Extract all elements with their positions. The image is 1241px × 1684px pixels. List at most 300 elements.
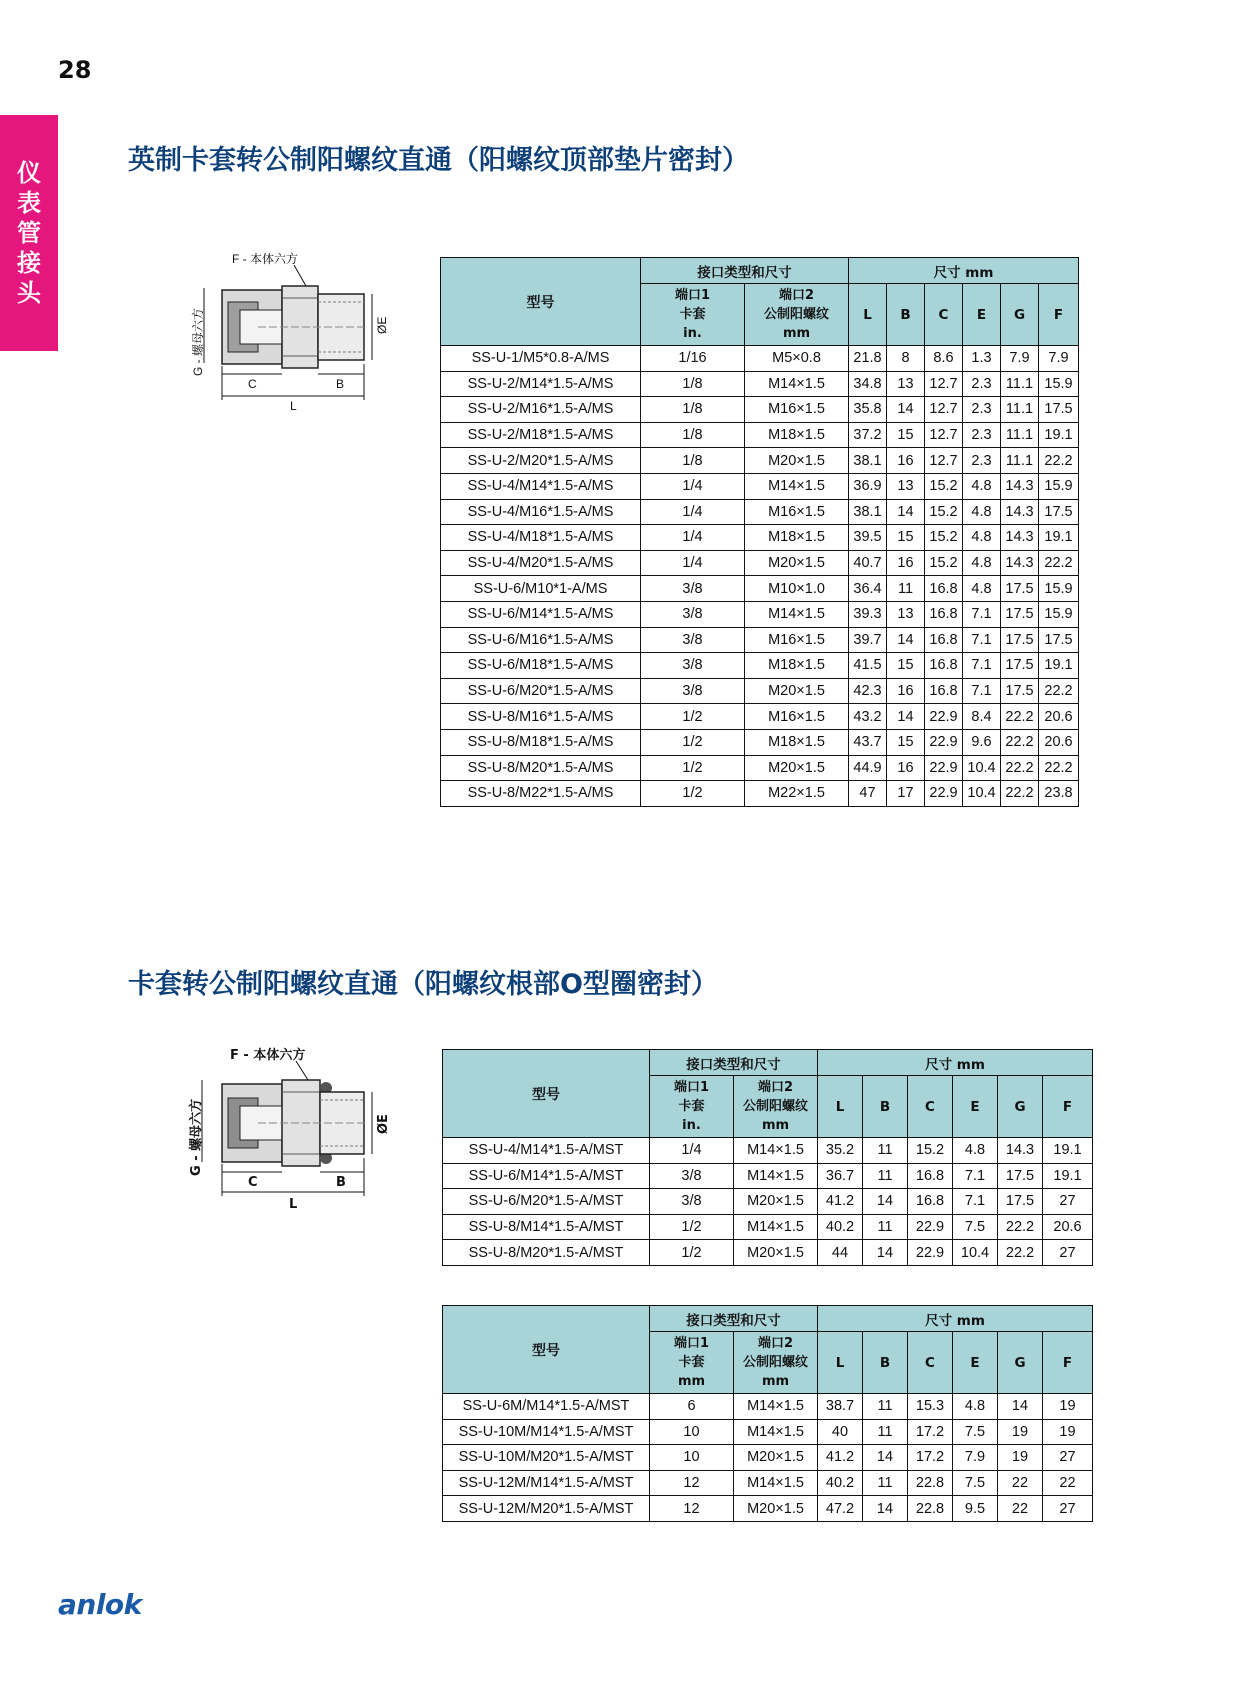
table-row bbox=[441, 678, 1079, 704]
category-tab bbox=[0, 115, 58, 351]
category-tab-char: 表 bbox=[17, 189, 41, 217]
table-body bbox=[441, 346, 1079, 807]
header-model: 型号 bbox=[441, 258, 641, 346]
table-cell: 7.5 bbox=[953, 1470, 998, 1496]
nut-label: G - 螺母六方 bbox=[189, 1098, 204, 1176]
table-cell: M20×1.5 bbox=[734, 1189, 818, 1215]
header-dim-e: E bbox=[953, 1332, 998, 1394]
table-cell: 15.2 bbox=[925, 473, 963, 499]
header-dim-b: B bbox=[863, 1076, 908, 1138]
table-cell: M14×1.5 bbox=[734, 1419, 818, 1445]
table-cell: 15.2 bbox=[925, 499, 963, 525]
table-cell: 16 bbox=[887, 550, 925, 576]
table-cell: 4.8 bbox=[963, 499, 1001, 525]
model-cell: SS-U-6/M14*1.5-A/MS bbox=[441, 601, 641, 627]
table-cell: 19.1 bbox=[1039, 525, 1079, 551]
table-cell: M16×1.5 bbox=[745, 397, 849, 423]
nut-label: G - 螺母六方 bbox=[191, 308, 205, 376]
header-dim-group: 尺寸 mm bbox=[818, 1050, 1093, 1076]
table-cell: 11 bbox=[863, 1138, 908, 1164]
table-cell: 14 bbox=[863, 1445, 908, 1471]
table-cell: 19 bbox=[1043, 1419, 1093, 1445]
table-cell: 2.3 bbox=[963, 422, 1001, 448]
header-dim-c: C bbox=[908, 1076, 953, 1138]
table-cell: 12 bbox=[650, 1496, 734, 1522]
table-cell: 9.5 bbox=[953, 1496, 998, 1522]
table-cell: 14 bbox=[887, 704, 925, 730]
header-dim-c: C bbox=[908, 1332, 953, 1394]
table-row bbox=[441, 499, 1079, 525]
table-cell: M20×1.5 bbox=[734, 1496, 818, 1522]
table-cell: 22.2 bbox=[1001, 755, 1039, 781]
table-cell: 3/8 bbox=[641, 627, 745, 653]
category-tab-char: 头 bbox=[17, 279, 41, 307]
table-row bbox=[441, 448, 1079, 474]
table-cell: 22.9 bbox=[925, 781, 963, 807]
table-cell: 15 bbox=[887, 653, 925, 679]
table-cell: 16 bbox=[887, 755, 925, 781]
table-cell: 7.9 bbox=[953, 1445, 998, 1471]
table-cell: 22 bbox=[998, 1496, 1043, 1522]
table-cell: M14×1.5 bbox=[734, 1394, 818, 1420]
table-row bbox=[443, 1163, 1093, 1189]
table-cell: 7.1 bbox=[963, 627, 1001, 653]
spec-table bbox=[442, 1049, 1093, 1266]
model-cell: SS-U-2/M14*1.5-A/MS bbox=[441, 371, 641, 397]
model-cell: SS-U-1/M5*0.8-A/MS bbox=[441, 346, 641, 372]
table-cell: 22.9 bbox=[908, 1214, 953, 1240]
header-dim-group: 尺寸 mm bbox=[818, 1306, 1093, 1332]
header-port1: 端口1 卡套 in. bbox=[641, 284, 745, 346]
e-label: ØE bbox=[375, 316, 389, 334]
model-cell: SS-U-2/M18*1.5-A/MS bbox=[441, 422, 641, 448]
fitting-diagram bbox=[176, 1044, 426, 1214]
table-cell: 11.1 bbox=[1001, 422, 1039, 448]
model-cell: SS-U-8/M20*1.5-A/MS bbox=[441, 755, 641, 781]
table-cell: 36.7 bbox=[818, 1163, 863, 1189]
table-cell: 3/8 bbox=[641, 653, 745, 679]
header-model: 型号 bbox=[443, 1050, 650, 1138]
table-cell: 4.8 bbox=[963, 576, 1001, 602]
table-row bbox=[441, 422, 1079, 448]
table-cell: 27 bbox=[1043, 1240, 1093, 1266]
table-cell: 11.1 bbox=[1001, 448, 1039, 474]
hex-label: F - 本体六方 bbox=[230, 1048, 306, 1063]
table-cell: 13 bbox=[887, 601, 925, 627]
table-cell: M18×1.5 bbox=[745, 525, 849, 551]
table-cell: 10 bbox=[650, 1445, 734, 1471]
table-cell: 4.8 bbox=[963, 473, 1001, 499]
table-cell: 17.5 bbox=[1001, 653, 1039, 679]
table-row bbox=[443, 1214, 1093, 1240]
table-cell: M20×1.5 bbox=[745, 678, 849, 704]
b-label: B bbox=[336, 377, 345, 391]
header-dim-l: L bbox=[818, 1332, 863, 1394]
table-cell: 22.2 bbox=[998, 1240, 1043, 1266]
table-cell: 40.2 bbox=[818, 1214, 863, 1240]
model-cell: SS-U-4/M14*1.5-A/MST bbox=[443, 1138, 650, 1164]
header-dim-f: F bbox=[1039, 284, 1079, 346]
model-cell: SS-U-8/M14*1.5-A/MST bbox=[443, 1214, 650, 1240]
table-cell: M14×1.5 bbox=[734, 1470, 818, 1496]
table-cell: 16.8 bbox=[925, 601, 963, 627]
table-cell: 14 bbox=[863, 1496, 908, 1522]
table-cell: 22.9 bbox=[908, 1240, 953, 1266]
table-cell: 11 bbox=[863, 1163, 908, 1189]
table-cell: 17.5 bbox=[1039, 499, 1079, 525]
table-cell: 16 bbox=[887, 448, 925, 474]
table-cell: 1/2 bbox=[641, 729, 745, 755]
table-cell: 7.1 bbox=[963, 653, 1001, 679]
c-label: C bbox=[248, 377, 257, 391]
table-cell: 4.8 bbox=[953, 1394, 998, 1420]
table-cell: 4.8 bbox=[963, 550, 1001, 576]
table-cell: 14.3 bbox=[1001, 550, 1039, 576]
table-cell: 10.4 bbox=[953, 1240, 998, 1266]
table-cell: 17.5 bbox=[1039, 627, 1079, 653]
table-cell: 27 bbox=[1043, 1189, 1093, 1215]
table-cell: 4.8 bbox=[963, 525, 1001, 551]
table-cell: 22.8 bbox=[908, 1470, 953, 1496]
header-port1: 端口1 卡套 in. bbox=[650, 1076, 734, 1138]
model-cell: SS-U-6/M20*1.5-A/MST bbox=[443, 1189, 650, 1215]
table-cell: 14 bbox=[887, 397, 925, 423]
table-cell: 15.2 bbox=[908, 1138, 953, 1164]
table-cell: 14 bbox=[887, 499, 925, 525]
table-cell: 3/8 bbox=[641, 576, 745, 602]
table-cell: 47 bbox=[849, 781, 887, 807]
table-row bbox=[441, 781, 1079, 807]
table-cell: 37.2 bbox=[849, 422, 887, 448]
table-cell: 12.7 bbox=[925, 448, 963, 474]
table-cell: 38.7 bbox=[818, 1394, 863, 1420]
model-cell: SS-U-10M/M20*1.5-A/MST bbox=[443, 1445, 650, 1471]
table-cell: M14×1.5 bbox=[734, 1163, 818, 1189]
table-cell: 15.9 bbox=[1039, 473, 1079, 499]
model-cell: SS-U-6/M14*1.5-A/MST bbox=[443, 1163, 650, 1189]
table-cell: 22.9 bbox=[925, 704, 963, 730]
model-cell: SS-U-6/M16*1.5-A/MS bbox=[441, 627, 641, 653]
header-dim-b: B bbox=[863, 1332, 908, 1394]
table-cell: M5×0.8 bbox=[745, 346, 849, 372]
table-cell: 19.1 bbox=[1039, 422, 1079, 448]
table-cell: 14.3 bbox=[1001, 525, 1039, 551]
table-cell: 41.2 bbox=[818, 1189, 863, 1215]
spec-table bbox=[442, 1305, 1093, 1522]
table-cell: 17 bbox=[887, 781, 925, 807]
table-cell: M20×1.5 bbox=[745, 448, 849, 474]
table-cell: M20×1.5 bbox=[734, 1445, 818, 1471]
model-cell: SS-U-4/M16*1.5-A/MS bbox=[441, 499, 641, 525]
table-row bbox=[443, 1470, 1093, 1496]
table-cell: 15.9 bbox=[1039, 601, 1079, 627]
table-cell: M18×1.5 bbox=[745, 653, 849, 679]
table-row bbox=[441, 627, 1079, 653]
table-cell: 16.8 bbox=[925, 653, 963, 679]
table-cell: 15 bbox=[887, 525, 925, 551]
table-cell: 34.8 bbox=[849, 371, 887, 397]
table-cell: 22.2 bbox=[1039, 755, 1079, 781]
table-cell: 17.5 bbox=[1001, 678, 1039, 704]
table-cell: 40.7 bbox=[849, 550, 887, 576]
table-cell: 15 bbox=[887, 422, 925, 448]
table-row bbox=[441, 397, 1079, 423]
table-cell: 1/2 bbox=[641, 704, 745, 730]
table-cell: 7.5 bbox=[953, 1419, 998, 1445]
category-tab-char: 仪 bbox=[17, 159, 41, 187]
table-cell: 16 bbox=[887, 678, 925, 704]
table-cell: 40 bbox=[818, 1419, 863, 1445]
table-cell: 19.1 bbox=[1043, 1138, 1093, 1164]
table-cell: 22 bbox=[998, 1470, 1043, 1496]
model-cell: SS-U-12M/M20*1.5-A/MST bbox=[443, 1496, 650, 1522]
table-cell: 19.1 bbox=[1043, 1163, 1093, 1189]
header-dim-g: G bbox=[998, 1332, 1043, 1394]
table-row bbox=[443, 1419, 1093, 1445]
model-cell: SS-U-4/M14*1.5-A/MS bbox=[441, 473, 641, 499]
header-model: 型号 bbox=[443, 1306, 650, 1394]
table-cell: 23.8 bbox=[1039, 781, 1079, 807]
header-dim-e: E bbox=[953, 1076, 998, 1138]
table-cell: 1/4 bbox=[650, 1138, 734, 1164]
table-cell: 3/8 bbox=[641, 678, 745, 704]
table-cell: 8 bbox=[887, 346, 925, 372]
table-cell: 1/2 bbox=[641, 781, 745, 807]
table-cell: 20.6 bbox=[1043, 1214, 1093, 1240]
table-cell: 11 bbox=[887, 576, 925, 602]
table-cell: 1/8 bbox=[641, 371, 745, 397]
header-dim-l: L bbox=[849, 284, 887, 346]
table-cell: 27 bbox=[1043, 1496, 1093, 1522]
table-row bbox=[441, 601, 1079, 627]
table-cell: 39.3 bbox=[849, 601, 887, 627]
table-cell: 20.6 bbox=[1039, 729, 1079, 755]
model-cell: SS-U-8/M20*1.5-A/MST bbox=[443, 1240, 650, 1266]
e-label: ØE bbox=[376, 1114, 391, 1134]
table-cell: 35.8 bbox=[849, 397, 887, 423]
brand-logo: anlok bbox=[58, 1588, 142, 1621]
table-cell: 2.3 bbox=[963, 448, 1001, 474]
table-cell: 11 bbox=[863, 1214, 908, 1240]
model-cell: SS-U-12M/M14*1.5-A/MST bbox=[443, 1470, 650, 1496]
table-cell: 14 bbox=[887, 627, 925, 653]
table-cell: 17.5 bbox=[998, 1163, 1043, 1189]
fitting-diagram bbox=[182, 248, 432, 418]
table-cell: M20×1.5 bbox=[734, 1240, 818, 1266]
header-port-group: 接口类型和尺寸 bbox=[641, 258, 849, 284]
table-cell: 36.9 bbox=[849, 473, 887, 499]
table-row bbox=[441, 346, 1079, 372]
table-cell: 44 bbox=[818, 1240, 863, 1266]
table-cell: 22.2 bbox=[1001, 704, 1039, 730]
table-cell: 38.1 bbox=[849, 448, 887, 474]
table-cell: 43.7 bbox=[849, 729, 887, 755]
table-cell: 10.4 bbox=[963, 781, 1001, 807]
table-cell: 38.1 bbox=[849, 499, 887, 525]
table-cell: 19 bbox=[1043, 1394, 1093, 1420]
model-cell: SS-U-2/M16*1.5-A/MS bbox=[441, 397, 641, 423]
table-cell: 1.3 bbox=[963, 346, 1001, 372]
model-cell: SS-U-6/M20*1.5-A/MS bbox=[441, 678, 641, 704]
table-cell: 3/8 bbox=[650, 1163, 734, 1189]
category-tab-char: 接 bbox=[17, 249, 41, 277]
table-cell: 19.1 bbox=[1039, 653, 1079, 679]
table-cell: 12.7 bbox=[925, 371, 963, 397]
table-row bbox=[443, 1189, 1093, 1215]
section-title: 英制卡套转公制阳螺纹直通（阳螺纹顶部垫片密封） bbox=[128, 145, 749, 176]
table-cell: 16.8 bbox=[925, 678, 963, 704]
l-label: L bbox=[289, 1197, 298, 1212]
table-cell: 39.5 bbox=[849, 525, 887, 551]
header-port-group: 接口类型和尺寸 bbox=[650, 1306, 818, 1332]
table-cell: 41.5 bbox=[849, 653, 887, 679]
table-row bbox=[443, 1496, 1093, 1522]
table-cell: 15.2 bbox=[925, 550, 963, 576]
table-row bbox=[443, 1138, 1093, 1164]
model-cell: SS-U-8/M18*1.5-A/MS bbox=[441, 729, 641, 755]
table-cell: 1/8 bbox=[641, 397, 745, 423]
model-cell: SS-U-4/M20*1.5-A/MS bbox=[441, 550, 641, 576]
table-cell: 19 bbox=[998, 1445, 1043, 1471]
table-cell: 11.1 bbox=[1001, 371, 1039, 397]
table-cell: 15.9 bbox=[1039, 371, 1079, 397]
table-cell: 13 bbox=[887, 473, 925, 499]
table-cell: 22.9 bbox=[925, 729, 963, 755]
l-label: L bbox=[290, 399, 297, 413]
table-cell: 7.1 bbox=[963, 678, 1001, 704]
table-cell: 7.1 bbox=[953, 1189, 998, 1215]
table-cell: 21.8 bbox=[849, 346, 887, 372]
table-cell: 11 bbox=[863, 1470, 908, 1496]
table-cell: M14×1.5 bbox=[745, 371, 849, 397]
table-cell: 12 bbox=[650, 1470, 734, 1496]
table-row bbox=[441, 550, 1079, 576]
table-cell: 14 bbox=[863, 1240, 908, 1266]
header-dim-group: 尺寸 mm bbox=[849, 258, 1079, 284]
header-dim-f: F bbox=[1043, 1332, 1093, 1394]
page-number: 28 bbox=[58, 56, 92, 84]
table-cell: 1/4 bbox=[641, 550, 745, 576]
table-cell: 15.9 bbox=[1039, 576, 1079, 602]
b-label: B bbox=[336, 1175, 346, 1190]
table-cell: 19 bbox=[998, 1419, 1043, 1445]
spec-table bbox=[440, 257, 1079, 807]
table-cell: 27 bbox=[1043, 1445, 1093, 1471]
table-cell: 13 bbox=[887, 371, 925, 397]
model-cell: SS-U-6/M10*1-A/MS bbox=[441, 576, 641, 602]
table-cell: M14×1.5 bbox=[745, 601, 849, 627]
table-cell: 22.8 bbox=[908, 1496, 953, 1522]
table-cell: 7.9 bbox=[1039, 346, 1079, 372]
table-cell: 43.2 bbox=[849, 704, 887, 730]
table-cell: 1/4 bbox=[641, 499, 745, 525]
table-cell: 2.3 bbox=[963, 397, 1001, 423]
table-cell: M16×1.5 bbox=[745, 627, 849, 653]
table-cell: 9.6 bbox=[963, 729, 1001, 755]
table-cell: 2.3 bbox=[963, 371, 1001, 397]
table-cell: 41.2 bbox=[818, 1445, 863, 1471]
table-cell: M20×1.5 bbox=[745, 550, 849, 576]
header-dim-b: B bbox=[887, 284, 925, 346]
table-cell: M16×1.5 bbox=[745, 499, 849, 525]
table-cell: 4.8 bbox=[953, 1138, 998, 1164]
table-cell: 40.2 bbox=[818, 1470, 863, 1496]
table-cell: 11 bbox=[863, 1419, 908, 1445]
table-cell: 7.1 bbox=[953, 1163, 998, 1189]
header-port2: 端口2 公制阳螺纹 mm bbox=[734, 1076, 818, 1138]
table-cell: 15.2 bbox=[925, 525, 963, 551]
table-row bbox=[441, 371, 1079, 397]
table-cell: 44.9 bbox=[849, 755, 887, 781]
header-port-group: 接口类型和尺寸 bbox=[650, 1050, 818, 1076]
table-row bbox=[441, 576, 1079, 602]
table-row bbox=[441, 704, 1079, 730]
table-cell: 1/2 bbox=[650, 1240, 734, 1266]
model-cell: SS-U-8/M16*1.5-A/MS bbox=[441, 704, 641, 730]
table-cell: 1/4 bbox=[641, 473, 745, 499]
model-cell: SS-U-6/M18*1.5-A/MS bbox=[441, 653, 641, 679]
header-dim-f: F bbox=[1043, 1076, 1093, 1138]
table-cell: 3/8 bbox=[641, 601, 745, 627]
table-cell: M18×1.5 bbox=[745, 729, 849, 755]
table-cell: 14 bbox=[998, 1394, 1043, 1420]
table-cell: M16×1.5 bbox=[745, 704, 849, 730]
table-cell: 17.5 bbox=[1001, 601, 1039, 627]
table-cell: 16.8 bbox=[908, 1189, 953, 1215]
table-cell: 14.3 bbox=[1001, 473, 1039, 499]
table-cell: 11.1 bbox=[1001, 397, 1039, 423]
table-cell: 17.5 bbox=[1001, 576, 1039, 602]
table-cell: 10.4 bbox=[963, 755, 1001, 781]
table-cell: 42.3 bbox=[849, 678, 887, 704]
table-cell: 3/8 bbox=[650, 1189, 734, 1215]
hex-label: F - 本体六方 bbox=[232, 252, 298, 266]
table-cell: 22.2 bbox=[1039, 678, 1079, 704]
table-cell: 35.2 bbox=[818, 1138, 863, 1164]
header-port2: 端口2 公制阳螺纹 mm bbox=[745, 284, 849, 346]
table-cell: 16.8 bbox=[908, 1163, 953, 1189]
header-dim-g: G bbox=[998, 1076, 1043, 1138]
table-cell: M20×1.5 bbox=[745, 755, 849, 781]
table-cell: 22 bbox=[1043, 1470, 1093, 1496]
table-cell: M14×1.5 bbox=[745, 473, 849, 499]
table-cell: 1/16 bbox=[641, 346, 745, 372]
table-cell: 10 bbox=[650, 1419, 734, 1445]
model-cell: SS-U-4/M18*1.5-A/MS bbox=[441, 525, 641, 551]
table-cell: 17.2 bbox=[908, 1419, 953, 1445]
header-dim-e: E bbox=[963, 284, 1001, 346]
table-cell: 14.3 bbox=[1001, 499, 1039, 525]
table-cell: 20.6 bbox=[1039, 704, 1079, 730]
table-cell: 22.2 bbox=[1001, 781, 1039, 807]
table-row bbox=[441, 525, 1079, 551]
model-cell: SS-U-6M/M14*1.5-A/MST bbox=[443, 1394, 650, 1420]
table-cell: 12.7 bbox=[925, 397, 963, 423]
table-row bbox=[443, 1394, 1093, 1420]
table-cell: 8.6 bbox=[925, 346, 963, 372]
table-body bbox=[443, 1138, 1093, 1266]
table-cell: 8.4 bbox=[963, 704, 1001, 730]
table-cell: 22.2 bbox=[1039, 448, 1079, 474]
table-cell: 7.1 bbox=[963, 601, 1001, 627]
table-row bbox=[441, 653, 1079, 679]
table-cell: 36.4 bbox=[849, 576, 887, 602]
table-cell: 1/8 bbox=[641, 422, 745, 448]
section-title: 卡套转公制阳螺纹直通（阳螺纹根部O型圈密封） bbox=[128, 969, 718, 1000]
table-cell: 17.5 bbox=[1039, 397, 1079, 423]
table-cell: M14×1.5 bbox=[734, 1214, 818, 1240]
table-cell: 14.3 bbox=[998, 1138, 1043, 1164]
